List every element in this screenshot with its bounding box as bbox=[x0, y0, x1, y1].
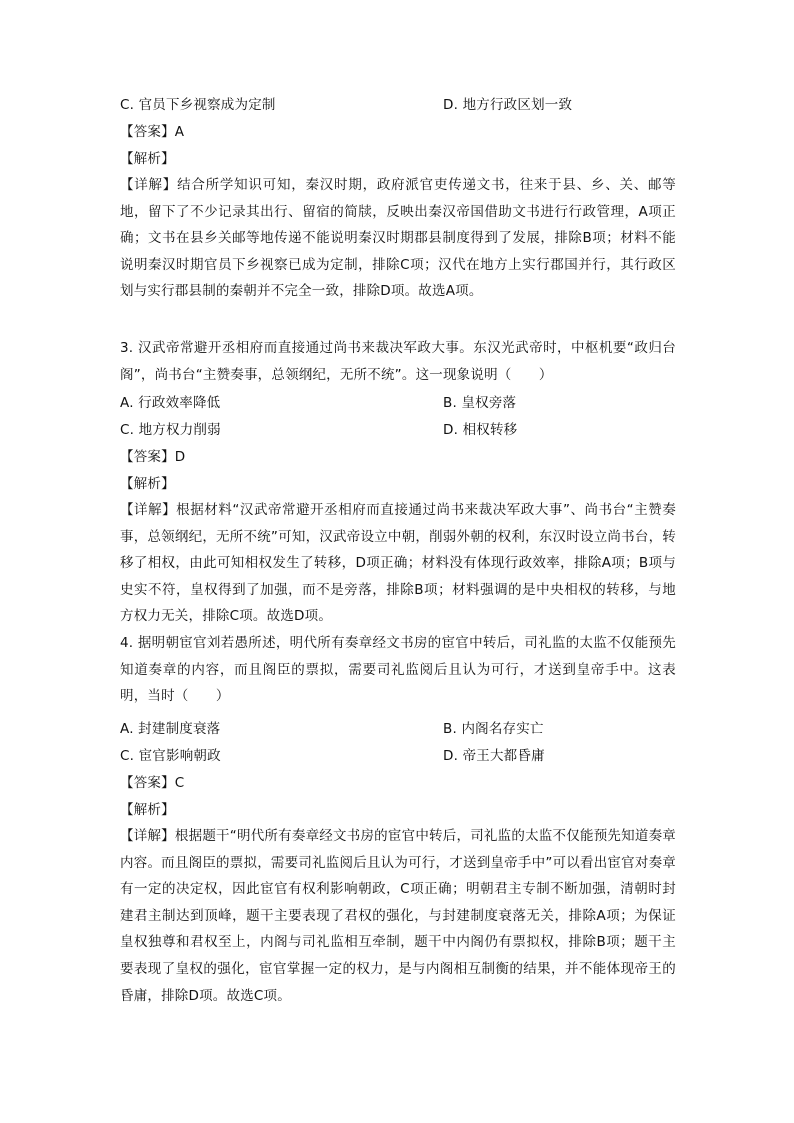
q2-detail: 【详解】结合所学知识可知，秦汉时期，政府派官吏传递文书，往来于县、乡、关、邮等地，留下了不少记录其出行、留宿的简牍，反映出秦汉帝国借助文书进行行政管理，A项正确；文书在县乡关邮等地传递不能说明秦汉时期郡县制度得到了发展，排除B项；材料不能说明秦汉时期官员下乡视察已成为定制，排除C项；汉代在地方上实行郡国并行，其行政区划与实行郡县制的秦朝并不完全一致，排除D项。故选A项。 bbox=[120, 177, 676, 300]
q3-stem: 3. 汉武帝常避开丞相府而直接通过尚书来裁决军政大事。东汉光武帝时，中枢机要“政归台阁”，尚书台“主赞奏事，总领纲纪，无所不统”。这一现象说明（ ） bbox=[120, 340, 676, 383]
q4-analysis-label: 【解析】 bbox=[120, 802, 175, 818]
q4-stem: 4. 据明朝宦官刘若愚所述，明代所有奏章经文书房的宦官中转后，司礼监的太监不仅能预先知道奏章的内容，而且阁臣的票拟，需要司礼监阅后且认为可行，才送到皇帝手中。这表明，当时（ ） bbox=[120, 635, 676, 705]
q3-option-c: C. 地方权力削弱 bbox=[120, 422, 221, 438]
q2-option-c: C. 官员下乡视察成为定制 bbox=[120, 97, 276, 113]
q2-option-d: D. 地方行政区划一致 bbox=[443, 97, 573, 113]
q4-option-d: D. 帝王大都昏庸 bbox=[443, 748, 545, 764]
q4-option-c: C. 宦官影响朝政 bbox=[120, 748, 221, 764]
q4-option-a: A. 封建制度衰落 bbox=[120, 721, 221, 737]
q2-answer: 【答案】A bbox=[120, 124, 185, 140]
q4-option-b: B. 内阁名存实亡 bbox=[443, 721, 544, 737]
q4-detail: 【详解】根据题干“明代所有奏章经文书房的宦官中转后，司礼监的太监不仅能预先知道奏章内容。而且阁臣的票拟，需要司礼监阅后且认为可行，才送到皇帝手中”可以看出宦官对奏章有一定的决定权，因此宦官有权利影响朝政，C项正确；明朝君主专制不断加强，清朝时封建君主制达到顶峰，题干主要表现了君权的强化，与封建制度衰落无关，排除A项；为保证皇权独尊和君权至上，内阁与司礼监相互牵制，题干中内阁仍有票拟权，排除B项；题干主要表现了皇权的强化，宦官掌握一定的权力，是与内阁相互制衡的结果，并不能体现帝王的昏庸，排除D项。故选C项。 bbox=[120, 828, 676, 1004]
q3-option-a: A. 行政效率降低 bbox=[120, 395, 221, 411]
q3-option-d: D. 相权转移 bbox=[443, 422, 518, 438]
q3-analysis-label: 【解析】 bbox=[120, 476, 175, 492]
q4-answer: 【答案】C bbox=[120, 775, 185, 791]
q3-detail: 【详解】根据材料“汉武帝常避开丞相府而直接通过尚书来裁决军政大事”、尚书台“主赞奏事，总领纲纪，无所不统”可知，汉武帝设立中朝，削弱外朝的权利，东汉时设立尚书台，转移了相权，由此可知相权发生了转移，D项正确；材料没有体现行政效率，排除A项；B项与史实不符，皇权得到了加强，而不是旁落，排除B项；材料强调的是中央相权的转移，与地方权力无关，排除C项。故选D项。 bbox=[120, 502, 676, 625]
q3-option-b: B. 皇权旁落 bbox=[443, 395, 517, 411]
q2-analysis-label: 【解析】 bbox=[120, 151, 175, 167]
q3-answer: 【答案】D bbox=[120, 449, 186, 465]
